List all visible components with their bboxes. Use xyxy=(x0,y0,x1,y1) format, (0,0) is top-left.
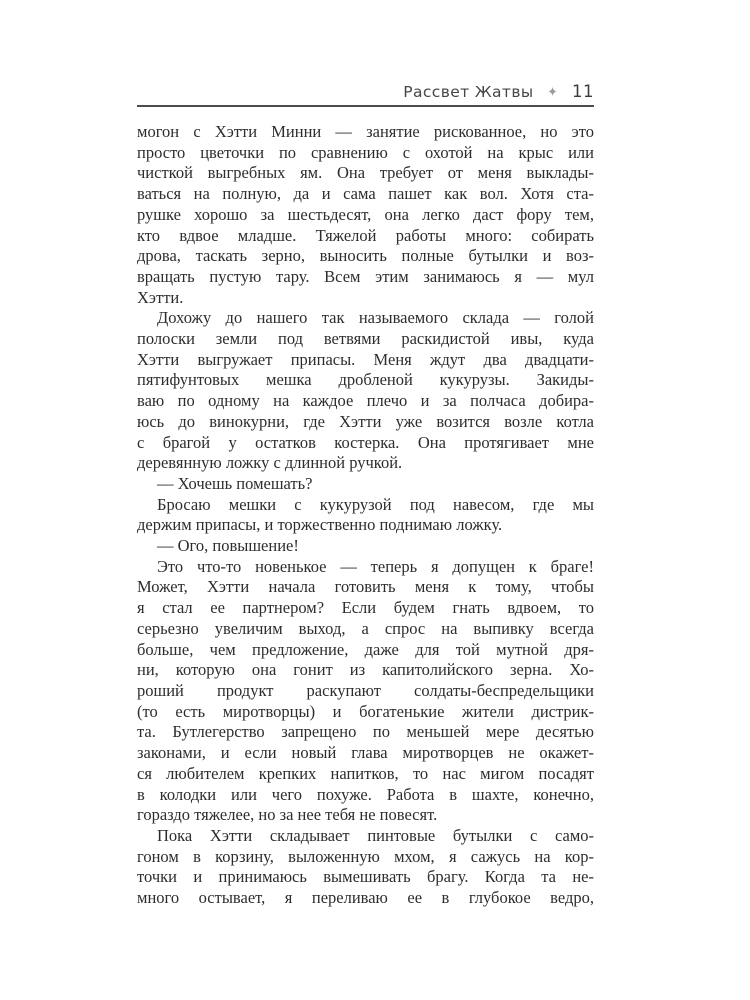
text-line: точки и принимаюсь вымешивать брагу. Когда та не- xyxy=(137,867,594,887)
body-text xyxy=(137,122,594,909)
text-line: гораздо тяжелее, но за нее тебя не повесят. xyxy=(137,805,438,825)
text-line: в колодки или чего похуже. Работа в шахте, конечно, xyxy=(137,784,594,804)
text-line: деревянную ложку с длинной ручкой. xyxy=(137,453,403,473)
text-line: чисткой выгребных ям. Она требует от меня выклады- xyxy=(137,163,594,183)
text-line: я стал ее партнером? Если будем гнать вдвоем, то xyxy=(137,598,594,618)
text-line: юсь до винокурни, где Хэтти уже возится возле котла xyxy=(137,411,594,431)
text-line: Пока Хэтти складывает пинтовые бутылки с само- xyxy=(157,825,594,845)
text-line: вращать пустую тару. Всем этим занимаюсь я — мул xyxy=(137,266,594,286)
text-line: Это что-то новенькое — теперь я допущен к браге! xyxy=(157,556,594,576)
header-rule xyxy=(137,105,594,107)
text-line: Хэтти. xyxy=(137,287,184,307)
text-line: Может, Хэтти начала готовить меня к тому, чтобы xyxy=(137,577,594,597)
text-line: Хэтти выгружает припасы. Меня ждут два двадцати- xyxy=(137,349,594,369)
text-line: Бросаю мешки с кукурузой под навесом, где мы xyxy=(157,494,594,514)
text-line: дрова, таскать зерно, выносить полные бутылки и воз- xyxy=(137,246,594,266)
text-line: много остывает, я переливаю ее в глубокое ведро, xyxy=(137,888,594,908)
text-line: (то есть миротворцы) и богатенькие жители дистрик- xyxy=(137,701,594,721)
text-line: ваться на полную, да и сама пашет как вол. Хотя ста- xyxy=(137,184,594,204)
text-line: — Хочешь помешать? xyxy=(157,473,313,493)
text-line: больше, чем предложение, даже для той мутной дря- xyxy=(137,639,594,659)
text-line: с брагой у остатков костерка. Она протягивает мне xyxy=(137,432,594,452)
text-line: ваю по одному на каждое плечо и за полчаса добира- xyxy=(137,391,594,411)
running-title: Рассвет Жатвы xyxy=(403,83,534,101)
text-line: гоном в корзину, выложенную мхом, я сажусь на кор- xyxy=(137,846,594,866)
text-line: — Ого, повышение! xyxy=(157,536,299,556)
text-line: серьезно увеличим выход, а спрос на выпивку всегда xyxy=(137,618,594,638)
text-line: могон с Хэтти Минни — занятие рискованное, но это xyxy=(137,122,594,141)
text-line: кто вдвое младше. Тяжелой работы много: собирать xyxy=(137,225,594,245)
text-line: пятифунтовых мешка дробленой кукурузы. Закиды- xyxy=(137,370,594,390)
page-header xyxy=(137,82,594,102)
text-line: роший продукт раскупают солдаты-беспредельщики xyxy=(137,680,594,700)
text-line: ни, которую она гонит из капитолийского зерна. Хо- xyxy=(137,660,594,680)
text-line: ся любителем крепких напитков, то нас мигом посадят xyxy=(137,763,594,783)
text-line: просто цветочки по сравнению с охотой на крыс или xyxy=(137,142,594,162)
text-line: полоски земли под ветвями раскидистой ивы, куда xyxy=(137,329,594,349)
diamond-separator-icon: ✦ xyxy=(547,83,558,101)
text-line: рушке хорошо за шестьдесят, она легко даст фору тем, xyxy=(137,204,594,224)
text-line: держим припасы, и торжественно поднимаю ложку. xyxy=(137,515,503,535)
page-number: 11 xyxy=(572,82,594,101)
text-line: Дохожу до нашего так называемого склада — голой xyxy=(157,308,594,328)
text-line: законами, и если новый глава миротворцев не окажет- xyxy=(137,743,594,763)
text-line: та. Бутлегерство запрещено по меньшей мере десятью xyxy=(137,722,594,742)
